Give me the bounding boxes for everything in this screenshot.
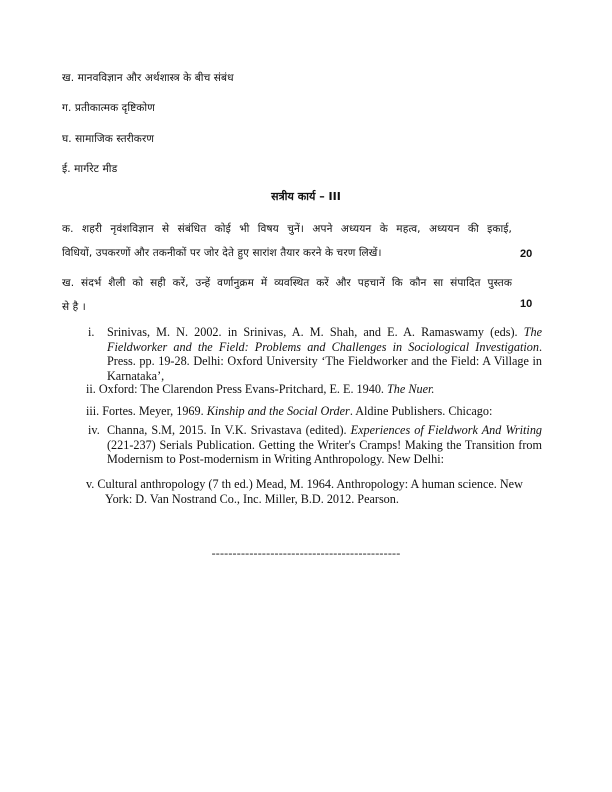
reference-item: [86, 382, 556, 397]
question-1: [62, 217, 512, 265]
question-2: [62, 271, 512, 319]
reference-item: [86, 404, 556, 419]
reference-rest: . Press. pp. 19-28. Delhi: Oxford University ‘The Fieldworker and the Field: A Village in Karnataka’,: [107, 339, 542, 383]
reference-title: Experiences of Fieldwork And Writing: [350, 423, 543, 437]
reference-title: The Fieldworker and the Field: Problems and Challenges in Sociological Investigation: [107, 325, 542, 354]
list-item-kha: ख. मानवविज्ञान और अर्थशास्त्र के बीच संबंध: [62, 72, 234, 84]
list-item-ga: ग. प्रतीकात्मक दृष्टिकोण: [62, 102, 155, 114]
question-1-line-1: क. शहरी नृवंशविज्ञान से संबंधित कोई भी विषय चुनें। अपने अध्ययन के महत्व, अध्ययन की इकाई,: [62, 223, 512, 235]
reference-text: Fortes. Meyer, 1969.: [102, 404, 207, 418]
question-1-marks: 20: [520, 248, 533, 260]
question-2-line-1: ख. संदर्भ शैली को सही करें, उन्हें वर्णानुक्रम में व्यवस्थित करें और पहचानें कि कौन सा संपादित पुस्तक: [62, 277, 512, 289]
list-item-gha: घ. सामाजिक स्तरीकरण: [62, 133, 155, 145]
footer-divider: ---------------------------------------------: [211, 546, 401, 560]
question-2-line-2: से है ।: [62, 301, 86, 313]
reference-rest: . Aldine Publishers. Chicago:: [349, 404, 493, 418]
reference-authors: Channa, S.M, 2015. In V.K. Srivastava (edited).: [107, 423, 351, 437]
reference-text: Cultural anthropology (7 th ed.) Mead, M. 1964. Anthropology: A human science. New: [97, 477, 523, 491]
reference-text: [107, 423, 542, 467]
assignment-heading: सत्रीय कार्य – III: [271, 190, 341, 203]
reference-number: ii.: [86, 382, 96, 396]
reference-title: Kinship and the Social Order: [206, 404, 350, 418]
reference-number: i.: [88, 325, 95, 339]
question-2-marks: 10: [520, 298, 533, 310]
question-1-line-2: विधियों, उपकरणों और तकनीकों पर जोर देते हुए सारांश तैयार करने के चरण लिखें।: [62, 247, 382, 259]
reference-number: iv.: [88, 423, 100, 437]
reference-continuation: York: D. Van Nostrand Co., Inc. Miller, B.D. 2012. Pearson.: [105, 492, 399, 506]
reference-title: The Nuer.: [387, 382, 435, 396]
reference-text: [107, 325, 542, 383]
list-item-ee: ई. मार्गरेट मीड: [62, 163, 118, 175]
reference-number: iii.: [86, 404, 100, 418]
reference-item: [86, 477, 556, 492]
reference-rest: (221-237) Serials Publication. Getting the Writer's Cramps! Making the Transition from Modernism to Post-modernism in Writing Anthropology. New Delhi:: [107, 437, 542, 466]
reference-number: v.: [86, 477, 95, 491]
reference-text: Oxford: The Clarendon Press Evans-Pritchard, E. E. 1940.: [98, 382, 388, 396]
reference-authors: Srinivas, M. N. 2002. in Srinivas, A. M. Shah, and E. A. Ramaswamy (eds).: [107, 325, 524, 339]
